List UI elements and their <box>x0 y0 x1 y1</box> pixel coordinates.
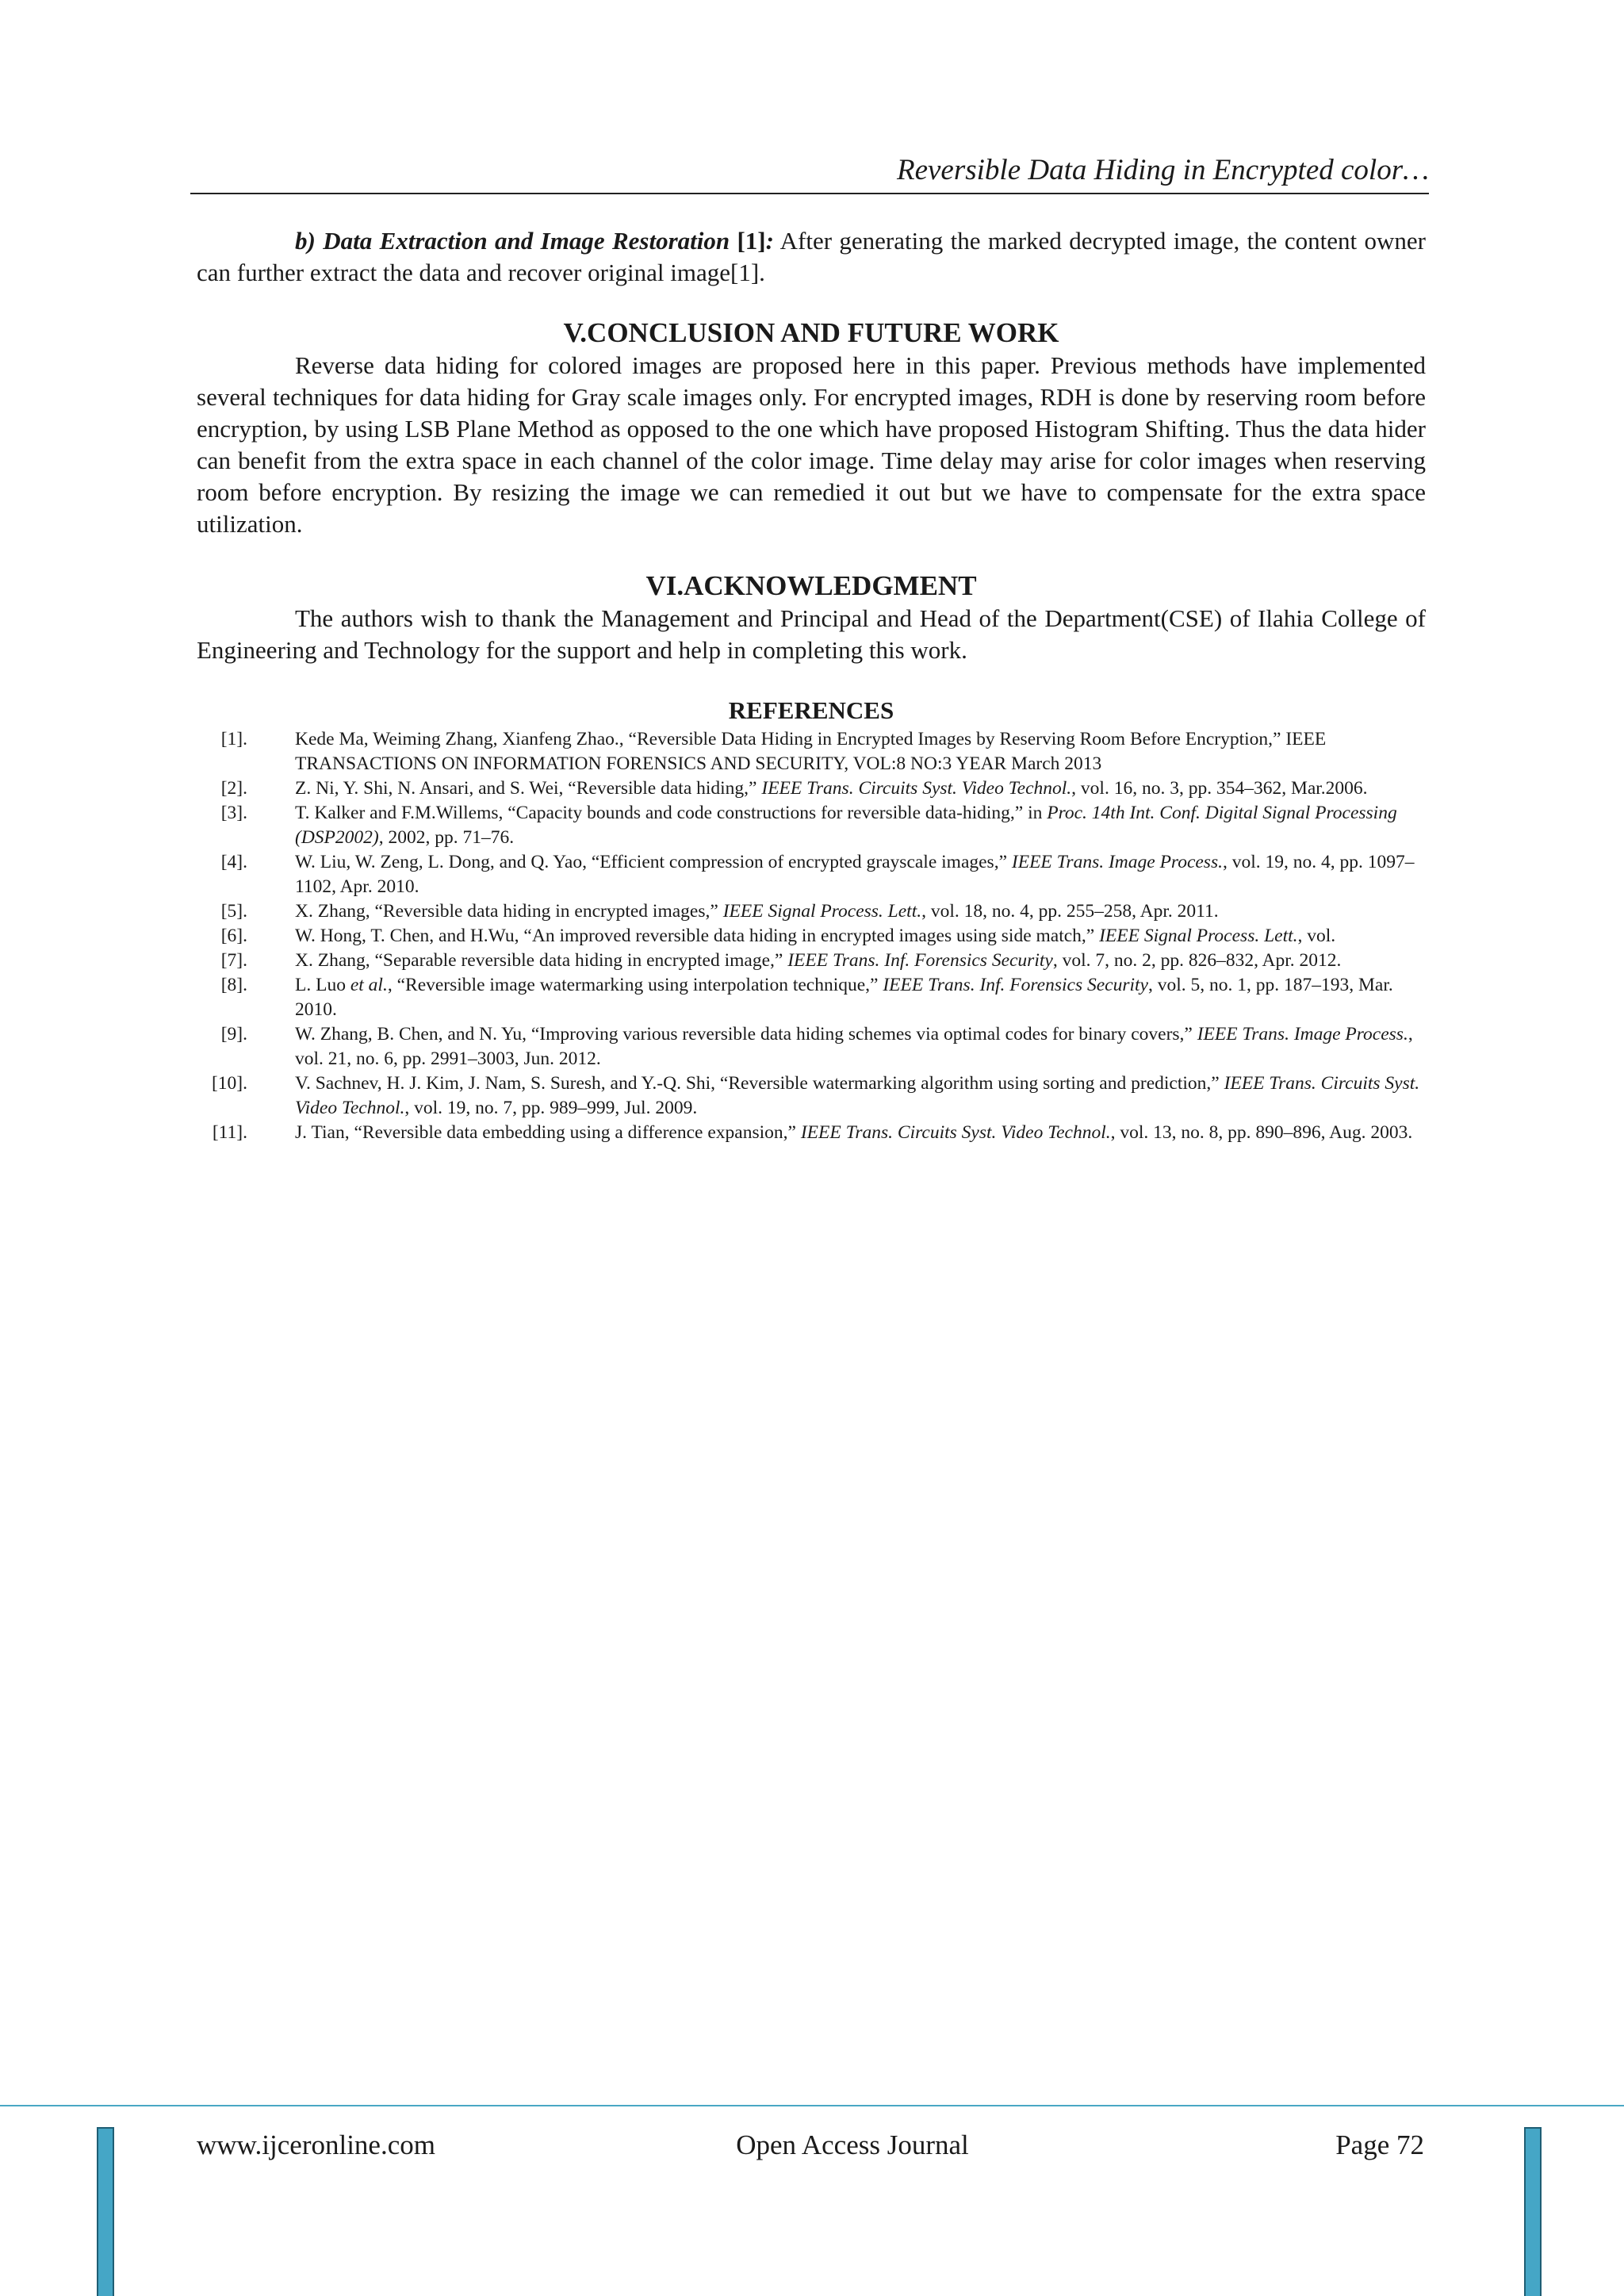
reference-source-italic: IEEE Trans. Circuits Syst. Video Technol. <box>761 778 1072 799</box>
reference-number: [9]. <box>220 1024 247 1045</box>
reference-number: [5]. <box>220 901 247 922</box>
reference-text <box>295 727 1426 776</box>
reference-source-italic: IEEE Trans. Circuits Syst. Video Technol. <box>295 1073 1420 1118</box>
page-content <box>197 225 1426 1145</box>
reference-number: [8]. <box>220 975 247 995</box>
section-b-citation: [1] <box>737 227 766 255</box>
reference-source-italic: IEEE Signal Process. Lett. <box>1099 926 1298 946</box>
reference-number: [6]. <box>220 926 247 946</box>
reference-text-segment: J. Tian, “Reversible data embedding using a difference expansion,” <box>295 1122 801 1143</box>
reference-source-italic: et al. <box>350 975 388 995</box>
footer-website-link[interactable]: www.ijceronline.com <box>197 2129 435 2160</box>
reference-source-italic: Proc. 14th Int. Conf. Digital Signal Processing (DSP2002) <box>295 803 1397 848</box>
footer-rule <box>0 2105 1624 2106</box>
reference-text-segment: , “Reversible image watermarking using interpolation technique,” <box>387 975 883 995</box>
reference-text <box>295 801 1426 850</box>
reference-source-italic: IEEE Trans. Image Process. <box>1197 1024 1408 1045</box>
reference-text-segment: T. Kalker and F.M.Willems, “Capacity bounds and code constructions for reversible data-hiding,” in <box>295 803 1048 823</box>
reference-text-segment: W. Zhang, B. Chen, and N. Yu, “Improving various reversible data hiding schemes via optimal codes for binary covers,” <box>295 1024 1197 1045</box>
conclusion-heading: V.CONCLUSION AND FUTURE WORK <box>563 317 1059 348</box>
references-heading: REFERENCES <box>728 696 894 724</box>
reference-text-segment: , vol. 13, no. 8, pp. 890–896, Aug. 2003. <box>1110 1122 1413 1143</box>
reference-text <box>295 1071 1426 1121</box>
acknowledgment-heading: VI.ACKNOWLEDGMENT <box>645 570 977 601</box>
reference-item <box>197 801 1426 850</box>
reference-number: [10]. <box>211 1073 247 1094</box>
reference-text <box>295 776 1426 801</box>
reference-text-segment: , vol. 19, no. 7, pp. 989–999, Jul. 2009. <box>404 1098 698 1118</box>
reference-source-italic: IEEE Trans. Inf. Forensics Security <box>787 950 1053 971</box>
reference-item <box>197 776 1426 801</box>
reference-item <box>197 949 1426 973</box>
reference-text <box>295 949 1426 973</box>
reference-text-segment: , vol. 5, no. 1, pp. 187–193, Mar. 2010. <box>295 975 1393 1020</box>
reference-text-segment: , vol. 19, no. 4, pp. 1097–1102, Apr. 2010. <box>295 852 1415 897</box>
reference-number: [2]. <box>220 778 247 799</box>
reference-text <box>295 1121 1426 1145</box>
section-b-body: After generating the marked decrypted image, the content owner can further extract the data and recover original image[1]. <box>197 227 1426 286</box>
reference-number: [4]. <box>220 852 247 872</box>
reference-text-segment: W. Liu, W. Zeng, L. Dong, and Q. Yao, “Efficient compression of encrypted grayscale images,” <box>295 852 1012 872</box>
reference-number: [11]. <box>212 1122 247 1143</box>
reference-item <box>197 899 1426 924</box>
reference-text-segment: Kede Ma, Weiming Zhang, Xianfeng Zhao., “Reversible Data Hiding in Encrypted Images by Reserving Room Before Encryption,” IEEE TRANSACTIONS ON INFORMATION FORENSICS AND SECURITY, VOL:8 NO:3 YEAR March 2013 <box>295 729 1327 774</box>
reference-source-italic: IEEE Trans. Circuits Syst. Video Technol. <box>800 1122 1111 1143</box>
reference-item <box>197 727 1426 776</box>
references-list <box>197 727 1426 1145</box>
reference-item <box>197 924 1426 949</box>
reference-text-segment: , vol. 18, no. 4, pp. 255–258, Apr. 2011. <box>921 901 1219 922</box>
reference-text-segment: W. Hong, T. Chen, and H.Wu, “An improved reversible data hiding in encrypted images using side match,” <box>295 926 1100 946</box>
reference-number: [3]. <box>220 803 247 823</box>
acknowledgment-body: The authors wish to thank the Management and Principal and Head of the Department(CSE) of Ilahia College of Engineering and Technology for the support and help in completing this work. <box>197 604 1426 664</box>
reference-text <box>295 924 1426 949</box>
reference-item <box>197 1022 1426 1071</box>
reference-text-segment: V. Sachnev, H. J. Kim, J. Nam, S. Suresh, and Y.-Q. Shi, “Reversible watermarking algorithm using sorting and prediction,” <box>295 1073 1224 1094</box>
reference-text-segment: , vol. 16, no. 3, pp. 354–362, Mar.2006. <box>1071 778 1368 799</box>
reference-text-segment: Z. Ni, Y. Shi, N. Ansari, and S. Wei, “Reversible data hiding,” <box>295 778 762 799</box>
reference-text-segment: , 2002, pp. 71–76. <box>378 827 515 848</box>
reference-text-segment: , vol. <box>1297 926 1336 946</box>
reference-text-segment: X. Zhang, “Reversible data hiding in encrypted images,” <box>295 901 723 922</box>
reference-text <box>295 973 1426 1022</box>
reference-number: [7]. <box>220 950 247 971</box>
reference-source-italic: IEEE Trans. Inf. Forensics Security <box>883 975 1148 995</box>
running-header: Reversible Data Hiding in Encrypted color… <box>896 154 1429 186</box>
reference-item <box>197 973 1426 1022</box>
header-rule <box>190 193 1429 194</box>
section-b-paragraph <box>197 225 1426 289</box>
footer-journal-name: Open Access Journal <box>736 2129 969 2160</box>
section-b-heading: b) Data Extraction and Image Restoration <box>295 227 730 255</box>
reference-source-italic: IEEE Signal Process. Lett. <box>722 901 922 922</box>
reference-text-segment: X. Zhang, “Separable reversible data hiding in encrypted image,” <box>295 950 788 971</box>
reference-item <box>197 1071 1426 1121</box>
section-b-colon: : <box>765 227 774 255</box>
reference-number: [1]. <box>220 729 247 749</box>
footer-page-number: Page 72 <box>1335 2129 1424 2160</box>
reference-text-segment: , vol. 7, no. 2, pp. 826–832, Apr. 2012. <box>1052 950 1342 971</box>
reference-item <box>197 1121 1426 1145</box>
reference-text-segment: , vol. 21, no. 6, pp. 2991–3003, Jun. 2012. <box>295 1024 1413 1069</box>
reference-item <box>197 850 1426 899</box>
reference-source-italic: IEEE Trans. Image Process. <box>1011 852 1223 872</box>
reference-text <box>295 1022 1426 1071</box>
reference-text-segment: L. Luo <box>295 975 350 995</box>
conclusion-body: Reverse data hiding for colored images are proposed here in this paper. Previous methods have implemented several techniques for data hiding for Gray scale images only. For encrypted images, RDH is done by reserving room before encryption, by using LSB Plane Method as opposed to the one which have proposed Histogram Shifting. Thus the data hider can benefit from the extra space in each channel of the color image. Time delay may arise for color images when reserving room before encryption. By resizing the image we can remedied it out but we have to compensate for the extra space utilization. <box>197 351 1426 538</box>
reference-text <box>295 899 1426 924</box>
reference-text <box>295 850 1426 899</box>
